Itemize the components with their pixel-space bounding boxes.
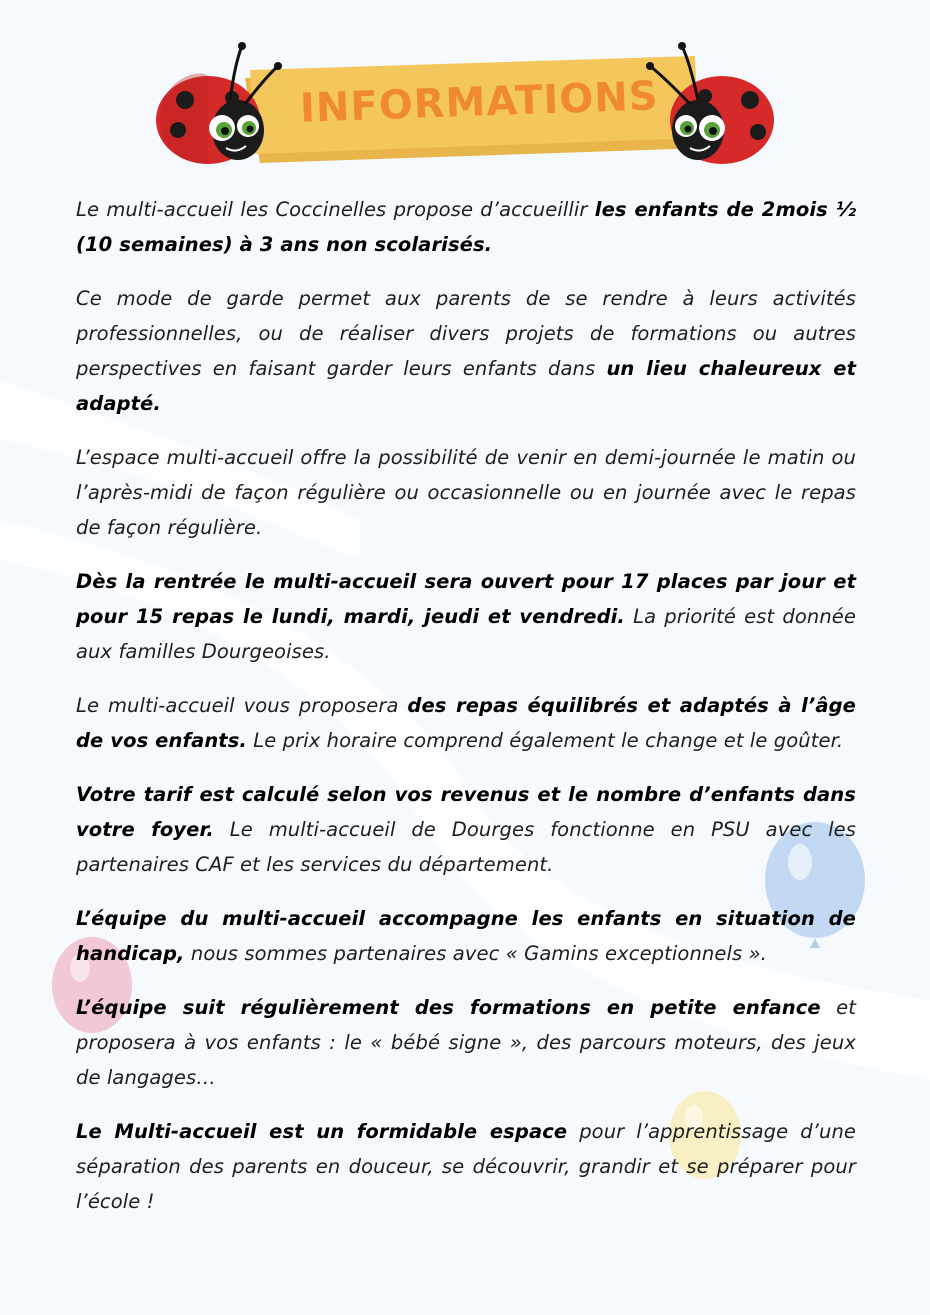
paragraph <box>76 440 856 545</box>
body-text: Ce mode de garde permet aux parents de se rendre à leurs activités professionnelles, ou de réaliser divers projets de formations ou autres perspectives en faisant garder leurs enfants dans <box>76 287 856 380</box>
body-text: La priorité est donnée aux familles Dourgeoises. <box>76 605 856 663</box>
paragraph <box>76 192 856 262</box>
paragraph <box>76 990 856 1095</box>
body-text: pour l’apprentissage d’une séparation des parents en douceur, se découvrir, grandir et se préparer pour l’école ! <box>76 1120 856 1213</box>
body-text: Le multi-accueil les Coccinelles propose d’accueillir <box>76 198 595 221</box>
body-text: L’espace multi-accueil offre la possibilité de venir en demi-journée le matin ou l’après-midi de façon régulière ou occasionnelle ou en journée avec le repas de façon régulière. <box>76 446 856 539</box>
paragraph <box>76 564 856 669</box>
paragraph <box>76 1114 856 1219</box>
paragraph <box>76 901 856 971</box>
emphasis-text: Votre tarif est calculé selon vos revenus et le nombre d’enfants dans votre foyer. <box>76 783 856 841</box>
emphasis-text: des repas équilibrés et adaptés à l’âge de vos enfants. <box>76 694 856 752</box>
body-text: Le multi-accueil de Dourges fonctionne en PSU avec les partenaires CAF et les services du département. <box>76 818 857 876</box>
emphasis-text: Le Multi-accueil est un formidable espace <box>76 1120 568 1143</box>
body-text: nous sommes partenaires avec « Gamins exceptionnels ». <box>184 942 767 965</box>
emphasis-text: un lieu chaleureux et adapté. <box>76 357 856 415</box>
paragraph <box>76 281 856 421</box>
page-title: INFORMATIONS <box>299 73 660 132</box>
body-text: Le prix horaire comprend également le change et le goûter. <box>246 729 844 752</box>
body-text: et proposera à vos enfants : le « bébé signe », des parcours moteurs, des jeux de langages… <box>76 996 856 1089</box>
emphasis-text: L’équipe du multi-accueil accompagne les enfants en situation de handicap, <box>76 907 856 965</box>
emphasis-text: Dès la rentrée le multi-accueil sera ouvert pour 17 places par jour et pour 15 repas le lundi, mardi, jeudi et vendredi. <box>76 570 856 628</box>
info-text <box>76 192 856 1238</box>
emphasis-text: L’équipe suit régulièrement des formations en petite enfance <box>76 996 821 1019</box>
paragraph <box>76 688 856 758</box>
emphasis-text: les enfants de 2mois ½ (10 semaines) à 3 ans non scolarisés. <box>76 198 856 256</box>
paragraph <box>76 777 856 882</box>
body-text: Le multi-accueil vous proposera <box>76 694 408 717</box>
